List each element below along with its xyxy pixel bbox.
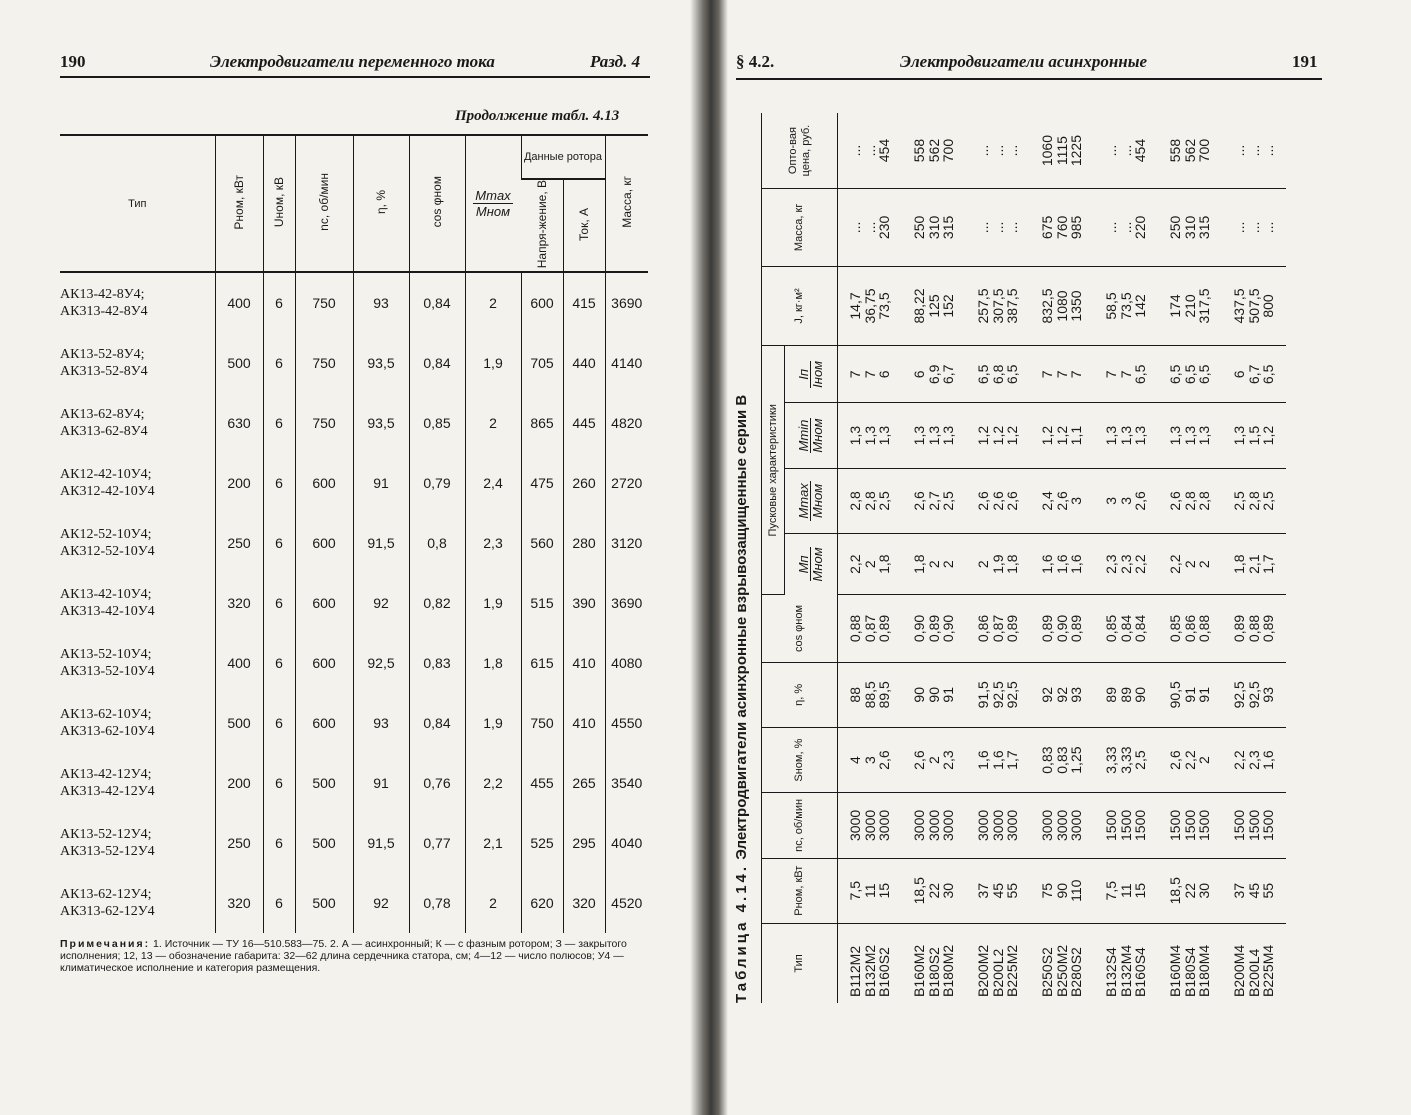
cell-m: 2 xyxy=(465,393,521,453)
cell-mmin: 1,3 1,3 1,3 xyxy=(902,403,966,468)
col-cos: cos φном xyxy=(409,135,465,272)
cell-n: 3000 3000 3000 xyxy=(902,793,966,858)
cell-n: 750 xyxy=(295,272,353,333)
rt-col-price: Опто-вая цена, руб. xyxy=(762,113,838,189)
cell-mp: 2,2 2 2 xyxy=(1158,534,1222,595)
cell-n: 500 xyxy=(295,873,353,933)
cell-u: 6 xyxy=(263,272,295,333)
cell-i: 410 xyxy=(563,693,605,753)
cell-mass: 4040 xyxy=(605,813,648,873)
rt-col-j: J, кг·м² xyxy=(762,266,838,346)
cell-n: 750 xyxy=(295,393,353,453)
cell-u: 6 xyxy=(263,573,295,633)
cell-mmax: 3 3 2,6 xyxy=(1094,468,1158,533)
cell-eta: 91,5 xyxy=(353,513,409,573)
cell-mp: 1,8 2,1 1,7 xyxy=(1222,534,1286,595)
cell-v: 600 xyxy=(521,272,563,333)
cell-n: 600 xyxy=(295,693,353,753)
cell-mmax: 2,6 2,7 2,5 xyxy=(902,468,966,533)
cell-mass: 4080 xyxy=(605,633,648,693)
cell-u: 6 xyxy=(263,813,295,873)
cell-type: АК13-62-8У4; АК313-62-8У4 xyxy=(60,407,148,440)
cell-s: 3,33 3,33 2,5 xyxy=(1094,727,1158,792)
cell-type: АК13-52-12У4; АК313-52-12У4 xyxy=(60,827,155,860)
right-page-number: 191 xyxy=(1292,52,1318,71)
table-caption: Таблица 4.14. Электродвигатели асинхронные взрывозащищенные серии В xyxy=(733,394,750,1003)
cell-price: 1060 1115 1225 xyxy=(1030,113,1094,189)
table-notes: Примечания: 1. Источник — ТУ 16—510.583—75. 2. А — асинхронный; К — с фазным ротором; З — закрытого исполнения; 12, 13 — обозначение габарита: 32—62 длина сердечника статора, см; 4—12 — число полюсов; У4 — климатическое исполнение и категория размещения. xyxy=(60,938,627,974)
cell-v: 705 xyxy=(521,333,563,393)
table-row xyxy=(60,573,648,633)
cell-ip: 6,5 6,8 6,5 xyxy=(966,346,1030,403)
cell-type: В200М4 В200L4 В225М4 xyxy=(1231,944,1277,997)
cell-p: 200 xyxy=(215,753,263,813)
cell-mp: 1,8 2 2 xyxy=(902,534,966,595)
cell-s: 2,6 2 2,3 xyxy=(902,727,966,792)
cell-j: 174 210 317,5 xyxy=(1158,266,1222,346)
cell-mass: 4820 xyxy=(605,393,648,453)
cell-p: 37 45 55 xyxy=(1222,858,1286,923)
cell-cos: 0,84 xyxy=(409,272,465,333)
table-continuation: Продолжение табл. 4.13 xyxy=(455,108,620,124)
cell-m: 2 xyxy=(465,873,521,933)
cell-cos: 0,77 xyxy=(409,813,465,873)
cell-type: В160М2 В180S2 В180М2 xyxy=(911,944,957,997)
cell-p: 500 xyxy=(215,693,263,753)
cell-j: 58,5 73,5 142 xyxy=(1094,266,1158,346)
table-row xyxy=(60,333,648,393)
cell-mass: 4140 xyxy=(605,333,648,393)
cell-mass: 2720 xyxy=(605,453,648,513)
cell-p: 400 xyxy=(215,633,263,693)
cell-mmin: 1,2 1,2 1,2 xyxy=(966,403,1030,468)
cell-eta: 92,5 92,5 93 xyxy=(1222,662,1286,727)
col-mass: Масса, кг xyxy=(605,135,648,272)
rt-col-p-nom: Pном, кВт xyxy=(762,858,838,923)
cell-v: 525 xyxy=(521,813,563,873)
cell-s: 2,6 2,2 2 xyxy=(1158,727,1222,792)
cell-cos: 0,85 0,86 0,88 xyxy=(1158,595,1222,662)
cell-type: В200М2 В200L2 В225М2 xyxy=(975,944,1021,997)
rt-col-eta: η, % xyxy=(762,662,838,727)
cell-u: 6 xyxy=(263,873,295,933)
right-running-title: Электродвигатели асинхронные xyxy=(900,52,1148,71)
cell-cos: 0,88 0,87 0,89 xyxy=(838,595,903,662)
cell-u: 6 xyxy=(263,513,295,573)
cell-s: 0,83 0,83 1,25 xyxy=(1030,727,1094,792)
cell-v: 615 xyxy=(521,633,563,693)
cell-s: 2,2 2,3 1,6 xyxy=(1222,727,1286,792)
cell-eta: 92,5 xyxy=(353,633,409,693)
rt-col-type: Тип xyxy=(762,923,838,1003)
cell-eta: 92 92 93 xyxy=(1030,662,1094,727)
cell-cos: 0,78 xyxy=(409,873,465,933)
cell-v: 475 xyxy=(521,453,563,513)
cell-eta: 92 xyxy=(353,573,409,633)
cell-price: ... ... 454 xyxy=(838,113,903,189)
cell-mass: 675 760 985 xyxy=(1030,189,1094,267)
cell-cos: 0,84 xyxy=(409,333,465,393)
right-section: § 4.2. xyxy=(736,52,775,71)
cell-ip: 6 6,9 6,7 xyxy=(902,346,966,403)
cell-mp: 2,2 2 1,8 xyxy=(838,534,903,595)
col-rotor-group: Данные ротора xyxy=(521,135,605,179)
header-rule xyxy=(60,76,650,78)
cell-type: АК13-52-10У4; АК313-52-10У4 xyxy=(60,647,155,680)
cell-i: 390 xyxy=(563,573,605,633)
cell-type: АК12-52-10У4; АК312-52-10У4 xyxy=(60,527,155,560)
cell-mmin: 1,2 1,2 1,1 xyxy=(1030,403,1094,468)
left-page-number: 190 xyxy=(60,52,86,71)
table-row xyxy=(60,513,648,573)
cell-eta: 93,5 xyxy=(353,393,409,453)
cell-mass: ... ... 230 xyxy=(838,189,903,267)
cell-mmin: 1,3 1,3 1,3 xyxy=(1158,403,1222,468)
left-page xyxy=(0,0,700,1115)
cell-eta: 93 xyxy=(353,693,409,753)
cell-v: 560 xyxy=(521,513,563,573)
cell-u: 6 xyxy=(263,693,295,753)
cell-ip: 7 7 7 xyxy=(1030,346,1094,403)
cell-type: АК13-62-10У4; АК313-62-10У4 xyxy=(60,707,155,740)
cell-cos: 0,89 0,90 0,89 xyxy=(1030,595,1094,662)
col-eta: η, % xyxy=(353,135,409,272)
cell-ip: 7 7 6,5 xyxy=(1094,346,1158,403)
cell-eta: 93 xyxy=(353,272,409,333)
cell-m: 2,2 xyxy=(465,753,521,813)
rt-col-mp-ratio: Mп Mном xyxy=(785,534,838,595)
cell-i: 320 xyxy=(563,873,605,933)
table-row xyxy=(1094,113,1158,1003)
cell-n: 1500 1500 1500 xyxy=(1222,793,1286,858)
cell-p: 400 xyxy=(215,272,263,333)
cell-s: 4 3 2,6 xyxy=(838,727,903,792)
cell-v: 455 xyxy=(521,753,563,813)
cell-v: 620 xyxy=(521,873,563,933)
table-row xyxy=(60,873,648,933)
cell-m: 1,9 xyxy=(465,333,521,393)
cell-cos: 0,86 0,87 0,89 xyxy=(966,595,1030,662)
cell-type: АК13-52-8У4; АК313-52-8У4 xyxy=(60,347,148,380)
table-row xyxy=(60,453,648,513)
cell-type: АК13-42-8У4; АК313-42-8У4 xyxy=(60,287,148,320)
header-rule-right xyxy=(736,78,1322,80)
cell-u: 6 xyxy=(263,453,295,513)
table-row xyxy=(60,753,648,813)
cell-v: 865 xyxy=(521,393,563,453)
cell-p: 7,5 11 15 xyxy=(1094,858,1158,923)
cell-p: 320 xyxy=(215,573,263,633)
cell-type: АК13-42-10У4; АК313-42-10У4 xyxy=(60,587,155,620)
cell-mp: 2,3 2,3 2,2 xyxy=(1094,534,1158,595)
cell-mmin: 1,3 1,3 1,3 xyxy=(1094,403,1158,468)
table-row xyxy=(60,393,648,453)
cell-p: 200 xyxy=(215,453,263,513)
cell-u: 6 xyxy=(263,753,295,813)
cell-eta: 90 90 91 xyxy=(902,662,966,727)
rt-col-mmax-ratio: Mmax Mном xyxy=(785,468,838,533)
cell-n: 1500 1500 1500 xyxy=(1158,793,1222,858)
cell-n: 3000 3000 3000 xyxy=(966,793,1030,858)
cell-n: 3000 3000 3000 xyxy=(838,793,903,858)
cell-eta: 88 88,5 89,5 xyxy=(838,662,903,727)
cell-m: 2 xyxy=(465,272,521,333)
cell-m: 2,4 xyxy=(465,453,521,513)
cell-mmax: 2,8 2,8 2,5 xyxy=(838,468,903,533)
cell-price: ... ... ... xyxy=(966,113,1030,189)
cell-j: 14,7 36,75 73,5 xyxy=(838,266,903,346)
rt-col-n-c: nс, об/мин xyxy=(762,793,838,858)
cell-mmax: 2,4 2,6 3 xyxy=(1030,468,1094,533)
cell-cos: 0,82 xyxy=(409,573,465,633)
rt-col-mass: Масса, кг xyxy=(762,189,838,267)
cell-eta: 93,5 xyxy=(353,333,409,393)
cell-p: 75 90 110 xyxy=(1030,858,1094,923)
cell-n: 600 xyxy=(295,513,353,573)
cell-n: 500 xyxy=(295,813,353,873)
cell-mass: 3540 xyxy=(605,753,648,813)
table-row xyxy=(60,693,648,753)
cell-i: 415 xyxy=(563,272,605,333)
cell-n: 3000 3000 3000 xyxy=(1030,793,1094,858)
cell-mass: 3690 xyxy=(605,272,648,333)
table-row xyxy=(1222,113,1286,1003)
cell-n: 1500 1500 1500 xyxy=(1094,793,1158,858)
col-rotor-voltage: Напря-жение, В xyxy=(521,179,563,272)
cell-mmax: 2,6 2,6 2,6 xyxy=(966,468,1030,533)
cell-j: 437,5 507,5 800 xyxy=(1222,266,1286,346)
cell-ip: 6 6,7 6,5 xyxy=(1222,346,1286,403)
cell-i: 280 xyxy=(563,513,605,573)
cell-n: 600 xyxy=(295,573,353,633)
cell-cos: 0,89 0,88 0,89 xyxy=(1222,595,1286,662)
left-section: Разд. 4 xyxy=(590,52,641,71)
cell-j: 832,5 1080 1350 xyxy=(1030,266,1094,346)
cell-type: В112М2 В132М2 В160S2 xyxy=(847,944,893,997)
table-row xyxy=(1030,113,1094,1003)
cell-mass: 250 310 315 xyxy=(1158,189,1222,267)
motor-table-4-14 xyxy=(761,113,1286,1003)
table-row xyxy=(966,113,1030,1003)
cell-m: 1,8 xyxy=(465,633,521,693)
cell-p: 250 xyxy=(215,513,263,573)
cell-eta: 90,5 91 91 xyxy=(1158,662,1222,727)
cell-cos: 0,79 xyxy=(409,453,465,513)
cell-price: ... ... ... xyxy=(1222,113,1286,189)
cell-m: 1,9 xyxy=(465,573,521,633)
cell-p: 250 xyxy=(215,813,263,873)
cell-m: 2,3 xyxy=(465,513,521,573)
cell-price: 558 562 700 xyxy=(1158,113,1222,189)
left-running-title: Электродвигатели переменного тока xyxy=(210,52,495,71)
rt-col-start-group: Пусковые характеристики xyxy=(762,346,785,595)
cell-type: В132S4 В132М4 В160S4 xyxy=(1103,944,1149,997)
rt-col-mmin-ratio: Mmin Mном xyxy=(785,403,838,468)
table-row xyxy=(1158,113,1222,1003)
col-mmax-ratio: $\frac{Mmax}{\text{Mном}}$ xyxy=(465,135,521,272)
col-p-nom: Pном, кВт xyxy=(215,135,263,272)
cell-mmax: 2,5 2,8 2,5 xyxy=(1222,468,1286,533)
cell-cos: 0,83 xyxy=(409,633,465,693)
cell-eta: 89 89 90 xyxy=(1094,662,1158,727)
cell-v: 515 xyxy=(521,573,563,633)
col-n-c: nс, об/мин xyxy=(295,135,353,272)
cell-j: 257,5 307,5 387,5 xyxy=(966,266,1030,346)
cell-eta: 91,5 92,5 92,5 xyxy=(966,662,1030,727)
cell-ip: 6,5 6,5 6,5 xyxy=(1158,346,1222,403)
cell-i: 260 xyxy=(563,453,605,513)
rt-col-cos: cos φном xyxy=(762,595,838,662)
cell-price: ... ... 454 xyxy=(1094,113,1158,189)
cell-mmin: 1,3 1,3 1,3 xyxy=(838,403,903,468)
cell-u: 6 xyxy=(263,633,295,693)
cell-mmin: 1,3 1,5 1,2 xyxy=(1222,403,1286,468)
rotated-table-4-14 xyxy=(733,103,1327,1003)
cell-cos: 0,85 0,84 0,84 xyxy=(1094,595,1158,662)
cell-cos: 0,8 xyxy=(409,513,465,573)
rt-col-ip-ratio: Iп Iном xyxy=(785,346,838,403)
cell-mp: 2 1,9 1,8 xyxy=(966,534,1030,595)
table-row xyxy=(60,813,648,873)
cell-i: 295 xyxy=(563,813,605,873)
cell-p: 37 45 55 xyxy=(966,858,1030,923)
cell-eta: 91,5 xyxy=(353,813,409,873)
motor-table-4-13 xyxy=(60,134,648,933)
table-row xyxy=(60,272,648,333)
cell-mass: 3120 xyxy=(605,513,648,573)
cell-mp: 1,6 1,6 1,6 xyxy=(1030,534,1094,595)
cell-i: 440 xyxy=(563,333,605,393)
cell-p: 18,5 22 30 xyxy=(1158,858,1222,923)
cell-type: АК13-42-12У4; АК313-42-12У4 xyxy=(60,767,155,800)
cell-n: 600 xyxy=(295,453,353,513)
cell-eta: 91 xyxy=(353,753,409,813)
cell-i: 410 xyxy=(563,633,605,693)
cell-i: 265 xyxy=(563,753,605,813)
cell-j: 88,22 125 152 xyxy=(902,266,966,346)
cell-cos: 0,90 0,89 0,90 xyxy=(902,595,966,662)
cell-p: 320 xyxy=(215,873,263,933)
cell-p: 18,5 22 30 xyxy=(902,858,966,923)
cell-eta: 92 xyxy=(353,873,409,933)
cell-u: 6 xyxy=(263,393,295,453)
cell-mass: ... ... ... xyxy=(966,189,1030,267)
cell-n: 750 xyxy=(295,333,353,393)
cell-mass: 250 310 315 xyxy=(902,189,966,267)
table-row xyxy=(60,633,648,693)
cell-n: 600 xyxy=(295,633,353,693)
cell-m: 2,1 xyxy=(465,813,521,873)
cell-mass: ... ... ... xyxy=(1222,189,1286,267)
cell-ip: 7 7 6 xyxy=(838,346,903,403)
col-type: Тип xyxy=(60,135,215,272)
cell-mass: 3690 xyxy=(605,573,648,633)
rt-col-s-nom: Sном, % xyxy=(762,727,838,792)
col-u-nom: Uном, кВ xyxy=(263,135,295,272)
cell-p: 500 xyxy=(215,333,263,393)
cell-mass: ... ... 220 xyxy=(1094,189,1158,267)
cell-u: 6 xyxy=(263,333,295,393)
cell-cos: 0,84 xyxy=(409,693,465,753)
cell-p: 7,5 11 15 xyxy=(838,858,903,923)
cell-s: 1,6 1,6 1,7 xyxy=(966,727,1030,792)
cell-mass: 4520 xyxy=(605,873,648,933)
cell-type: В160М4 В180S4 В180М4 xyxy=(1167,944,1213,997)
table-row xyxy=(838,113,903,1003)
col-rotor-current: Ток, А xyxy=(563,179,605,272)
cell-m: 1,9 xyxy=(465,693,521,753)
cell-type: В250S2 В250М2 В280S2 xyxy=(1039,944,1085,997)
cell-cos: 0,76 xyxy=(409,753,465,813)
cell-mmax: 2,6 2,8 2,8 xyxy=(1158,468,1222,533)
table-row xyxy=(902,113,966,1003)
cell-eta: 91 xyxy=(353,453,409,513)
cell-n: 500 xyxy=(295,753,353,813)
cell-type: АК12-42-10У4; АК312-42-10У4 xyxy=(60,467,155,500)
cell-v: 750 xyxy=(521,693,563,753)
cell-p: 630 xyxy=(215,393,263,453)
cell-mass: 4550 xyxy=(605,693,648,753)
cell-i: 445 xyxy=(563,393,605,453)
cell-cos: 0,85 xyxy=(409,393,465,453)
cell-price: 558 562 700 xyxy=(902,113,966,189)
cell-type: АК13-62-12У4; АК313-62-12У4 xyxy=(60,887,155,920)
